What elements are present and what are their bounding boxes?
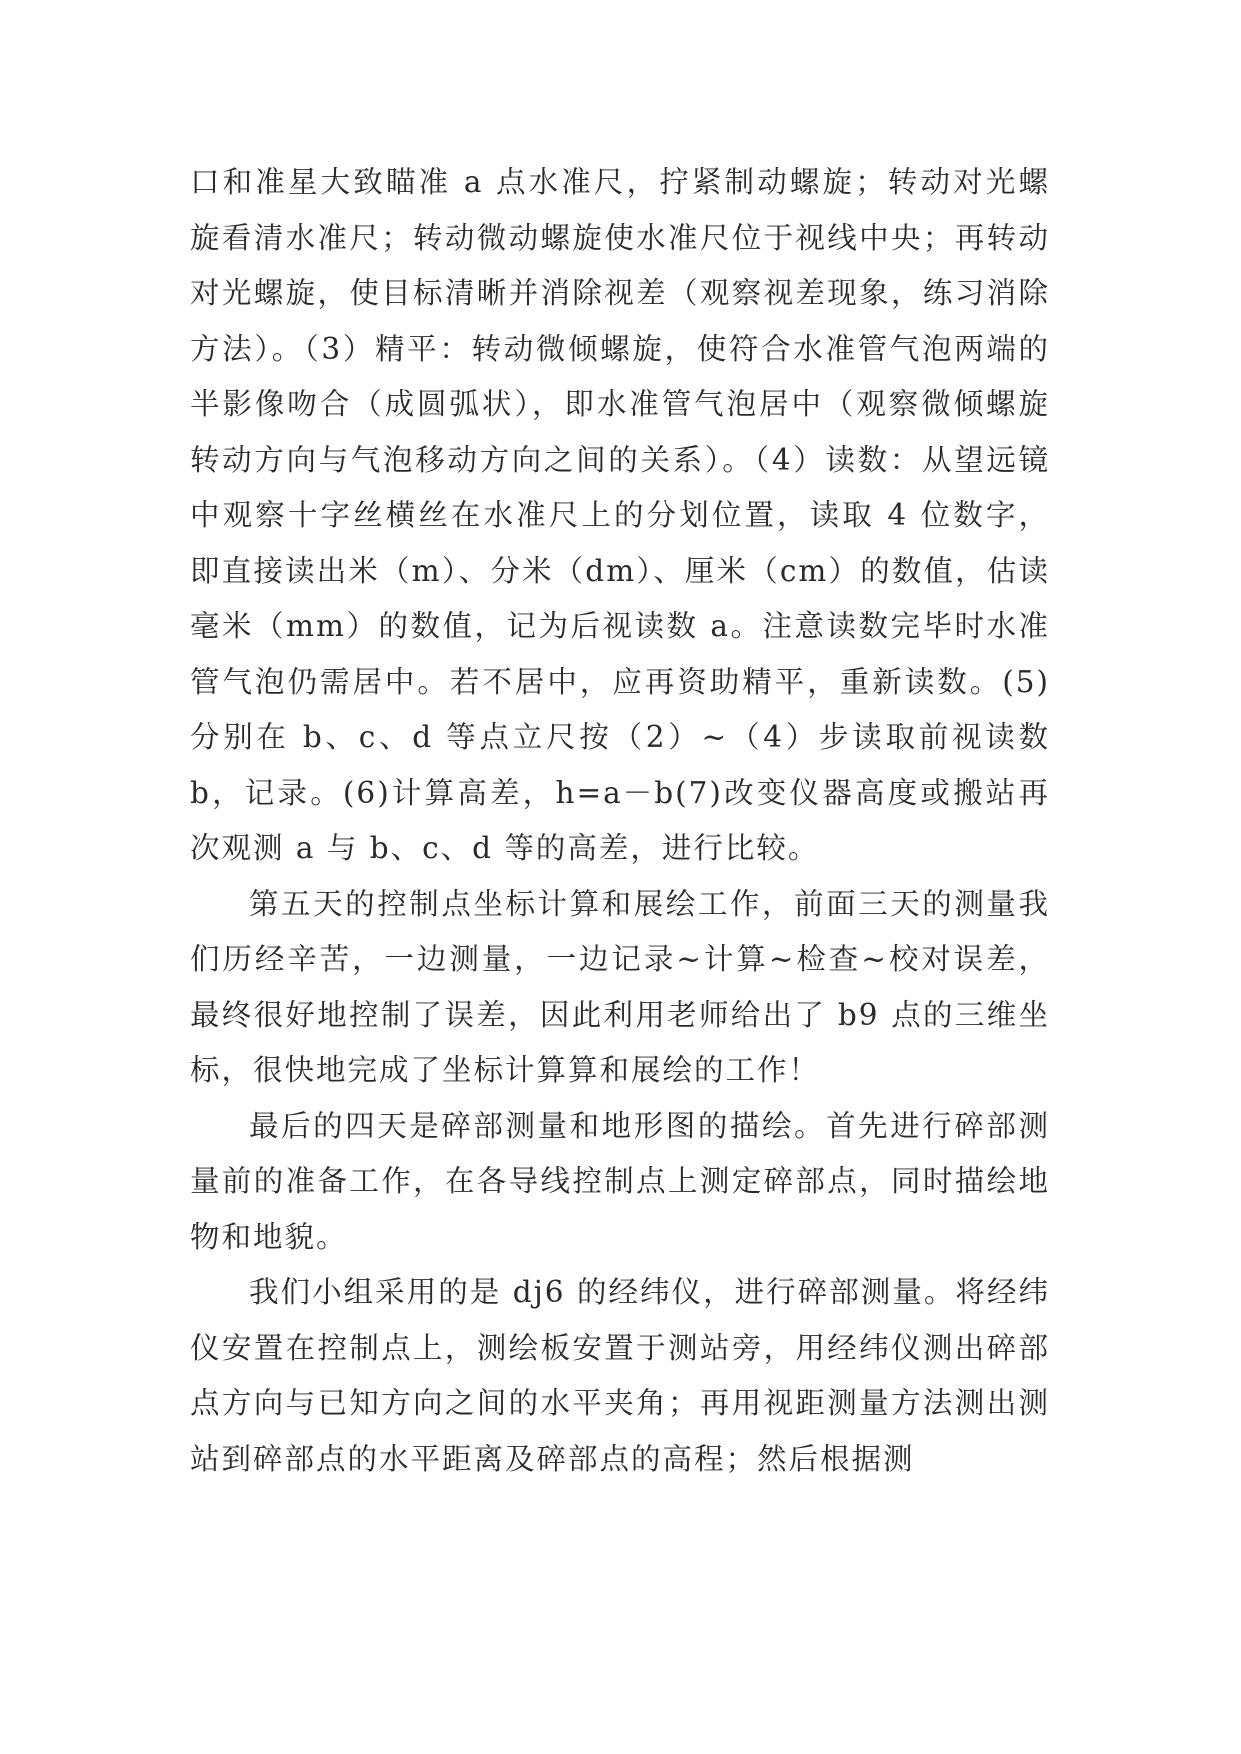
- body-text: [190, 155, 1050, 1487]
- paragraph-day-five: 第五天的控制点坐标计算和展绘工作，前面三天的测量我们历经辛苦，一边测量，一边记录~计算~检查~校对误差，最终很好地控制了误差，因此利用老师给出了 b9 点的三维坐标，很快地完成了坐标计算算和展绘的工作！: [190, 886, 1050, 1087]
- paragraph-group-method: 我们小组采用的是 dj6 的经纬仪，进行碎部测量。将经纬仪安置在控制点上，测绘板安置于测站旁，用经纬仪测出碎部点方向与已知方向之间的水平夹角；再用视距测量方法测出测站到碎部点的水平距离及碎部点的高程；然后根据测: [190, 1275, 1050, 1476]
- paragraph-continued: 口和准星大致瞄准 a 点水准尺，拧紧制动螺旋；转动对光螺旋看清水准尺；转动微动螺旋使水准尺位于视线中央；再转动对光螺旋，使目标清晰并消除视差（观察视差现象，练习消除方法）。（3）精平：转动微倾螺旋，使符合水准管气泡两端的半影像吻合（成圆弧状），即水准管气泡居中（观察微倾螺旋转动方向与气泡移动方向之间的关系）。（4）读数：从望远镜中观察十字丝横丝在水准尺上的分划位置，读取 4 位数字，即直接读出米（m）、分米（dm）、厘米（cm）的数值，估读毫米（mm）的数值，记为后视读数 a。注意读数完毕时水准管气泡仍需居中。若不居中，应再资助精平，重新读数。(5)分别在 b、c、d 等点立尺按（2）~（4）步读取前视读数 b，记录。(6)计算高差，h=a－b(7)改变仪器高度或搬站再次观测 a 与 b、c、d 等的高差，进行比较。: [190, 165, 1050, 865]
- paragraph-last-four-days: 最后的四天是碎部测量和地形图的描绘。首先进行碎部测量前的准备工作，在各导线控制点上测定碎部点，同时描绘地物和地貌。: [190, 1108, 1050, 1254]
